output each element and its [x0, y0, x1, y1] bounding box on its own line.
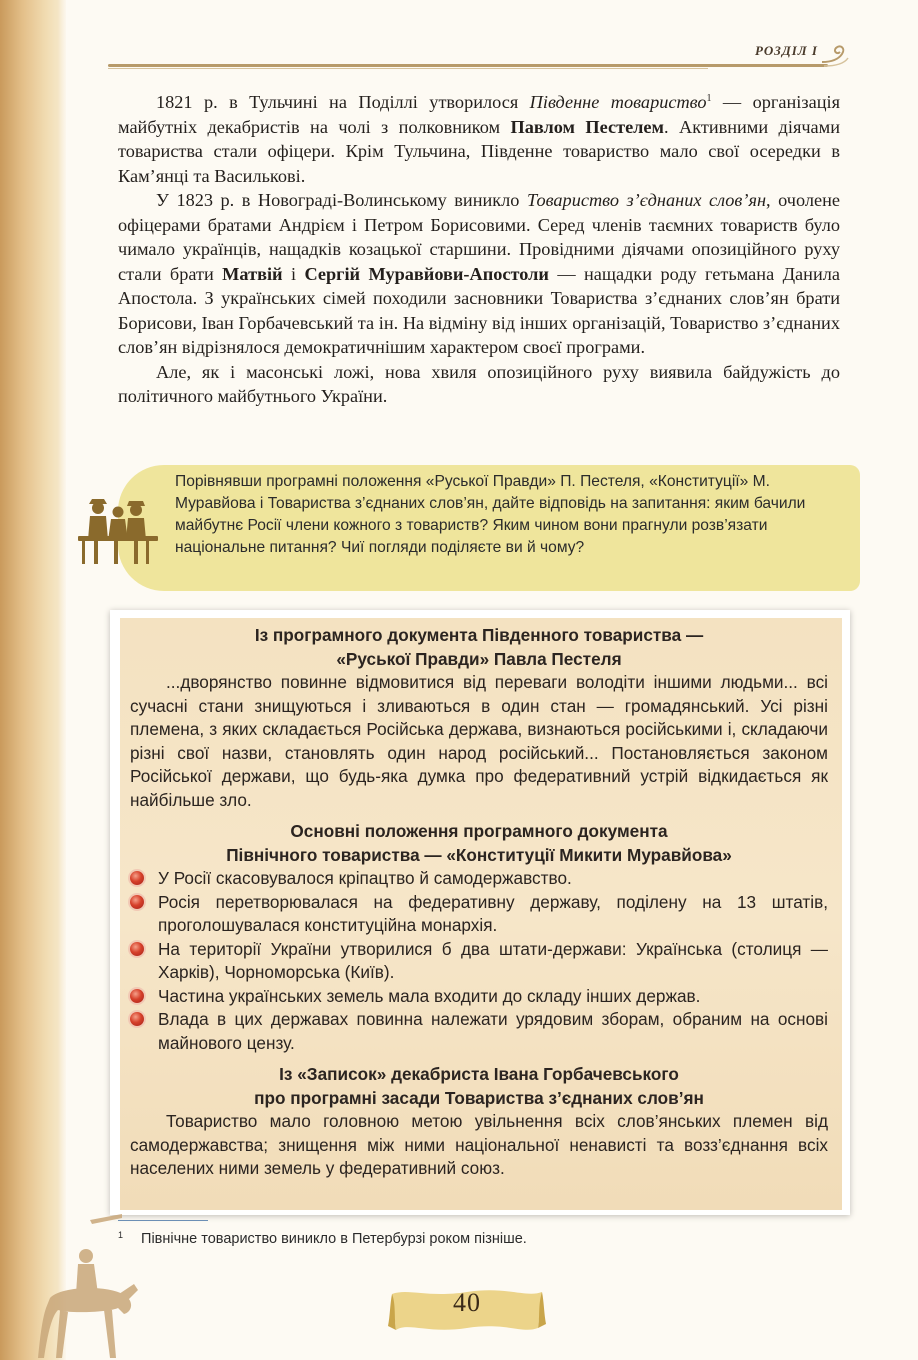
- header-rule: [108, 64, 828, 67]
- paragraph: У 1823 р. в Новограді-Волинському виникло Товариство з’єднаних слов’ян, очолене офіцерами братами Андрієм і Петром Борисовими. Серед членів таємних товариств було чимало українців, нащадків козацької старшини. Провідними діячами опозиційного руху стали брати Матвій і Сергій Муравйови-Апостоли — нащадки роду гетьмана Данила Апостола. З українських сімей походили засновники Товариства з’єднаних слов’ян брати Борисови, Іван Горбачевський та ін. На відміну від інших організацій, Товариство з’єднаних слов’ян відрізнялося демократичнішим характером своєї програми.: [118, 190, 841, 358]
- list-item: У Росії скасовувалося кріпацтво й самодержавство.: [130, 867, 828, 891]
- excerpt-title: Із програмного документа Південного товариства — «Руської Правди» Павла Пестеля: [254, 625, 704, 669]
- discussion-group-icon: [76, 490, 160, 568]
- task-question: Порівнявши програмні положення «Руської Правди» П. Пестеля, «Конституції» М. Муравйова і Товариства з’єднаних слов’ян, дайте відповідь на запитання: яким бачили майбутнє Росії члени кожного з товариств? Яким чином вони прагнули розв’язати національне питання? Чиї погляди поділяєте ви й чому?: [175, 473, 806, 556]
- excerpt-title: Основні положення програмного документа Північного товариства — «Конституції Микити Муравйова»: [226, 821, 732, 865]
- excerpt-body: Товариство мало головною метою увільнення всіх слов’янських племен від самодержавства; знищення між ними національної ненависті та возз’єднання всіх населених ними земель у федеративний союз.: [130, 1111, 828, 1178]
- list-item: Росія перетворювалася на федеративну державу, поділену на 13 штатів, проголошувалася конституційна монархія.: [130, 891, 828, 938]
- header-rule-thin: [108, 68, 708, 69]
- decorative-border: [0, 0, 66, 1360]
- excerpt-body: ...дворянство повинне відмовитися від переваги володіти іншими людьми... всі сучасні стани знищуються і зливаються в один стан — громадянський. Усі різні племена, з яких складається Російська держава, визнаються російськими і, складаючи різні свої назви, становлять один народ російський... Постановляється законом Російської держави, що будь-яка думка про федеративний устрій відкидається як найбільше зло.: [130, 672, 828, 810]
- red-bullet-icon: [130, 1012, 144, 1026]
- document-excerpts: [130, 624, 828, 1181]
- list-item: Частина українських земель мала входити до складу інших держав.: [130, 985, 828, 1009]
- footnote: $^1$ Північне товариство виникло в Петербурзі роком пізніше.: [118, 1230, 527, 1247]
- section-label: РОЗДІЛ І: [755, 43, 818, 58]
- ornament-curl-icon: [820, 40, 850, 70]
- main-text: [118, 87, 840, 409]
- page-number: 40: [453, 1288, 481, 1317]
- list-item: На території України утворилися б два штати-держави: Українська (столиця — Харків), Чорноморська (Київ).: [130, 938, 828, 985]
- red-bullet-icon: [130, 895, 144, 909]
- paragraph: 1821 р. в Тульчині на Поділлі утворилося Південне товариство$^1$ — організація майбутніх декабристів на чолі з полковником Павлом Пестелем. Активними діячами товариства стали офіцери. Крім Тульчина, Південне товариство мало свої осередки в Кам’янці та Василькові.: [118, 92, 841, 186]
- cossack-rider-icon: [30, 1212, 140, 1360]
- paragraph: Але, як і масонські ложі, нова хвиля опозиційного руху виявила байдужість до політичного майбутнього України.: [118, 361, 840, 407]
- red-bullet-icon: [130, 989, 144, 1003]
- red-bullet-icon: [130, 942, 144, 956]
- red-bullet-icon: [130, 871, 144, 885]
- excerpt-title: Із «Записок» декабриста Івана Горбачевського про програмні засади Товариства з’єднаних слов’ян: [254, 1064, 704, 1108]
- list-item: Влада в цих державах повинна належати урядовим зборам, обраним на основі майнового цензу.: [130, 1008, 828, 1055]
